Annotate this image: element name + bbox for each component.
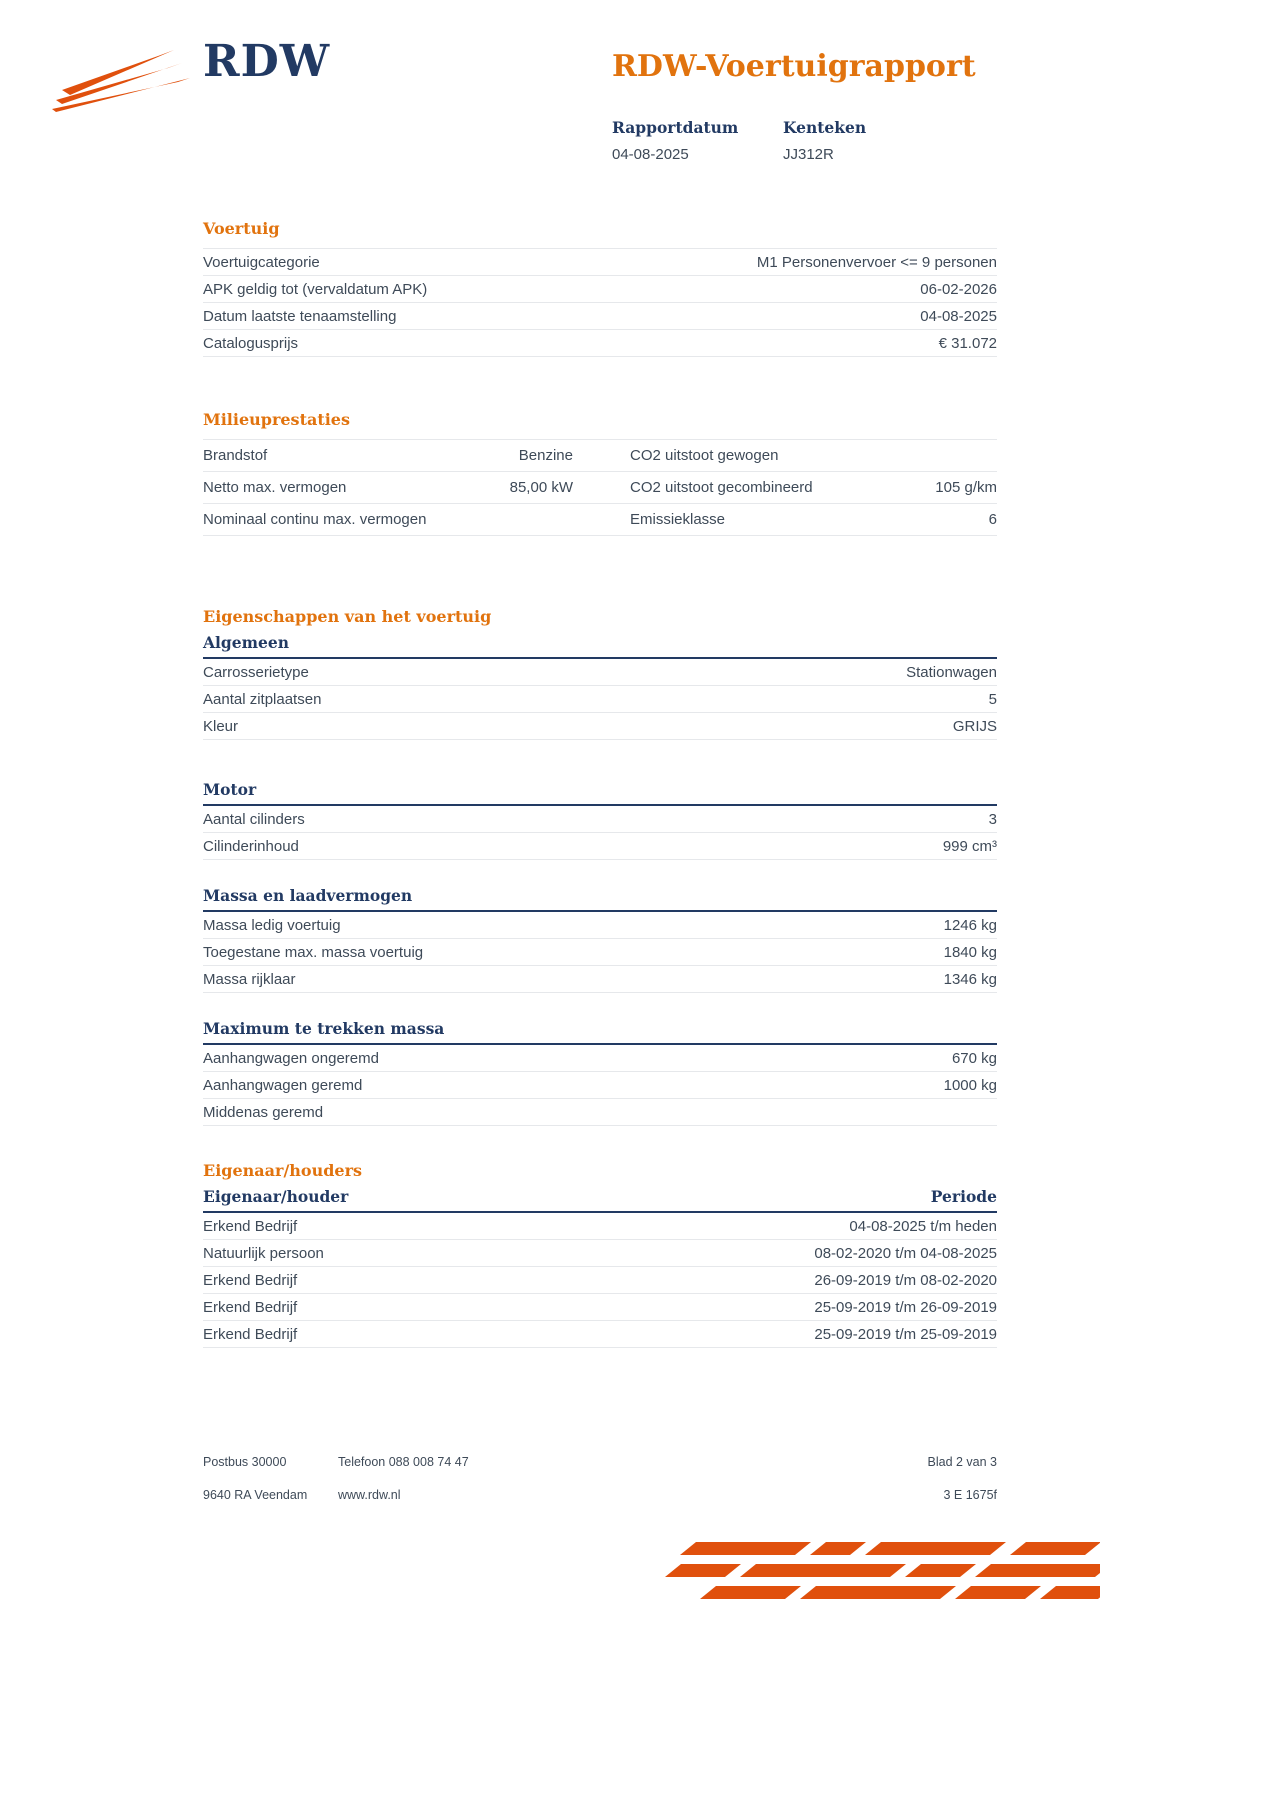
page-footer (203, 1455, 997, 1502)
footer-postbus: Postbus 30000 (203, 1455, 287, 1469)
row-label: Middenas geremd (203, 1103, 324, 1121)
table-row (203, 276, 997, 303)
owner-name: Natuurlijk persoon (203, 1244, 324, 1262)
footer-phone: Telefoon 088 008 74 47 (338, 1455, 469, 1469)
owner-name: Erkend Bedrijf (203, 1217, 298, 1235)
row-label: Kleur (203, 717, 239, 735)
row-label: CO2 uitstoot gecombineerd (630, 479, 813, 496)
section-eigenschappen (203, 606, 997, 1126)
section-voertuig (203, 218, 997, 357)
row-value: 1000 kg (943, 1076, 997, 1094)
row-value: 6 (988, 511, 997, 528)
owner-period: 26-09-2019 t/m 08-02-2020 (814, 1271, 997, 1289)
owner-name: Erkend Bedrijf (203, 1271, 298, 1289)
row-value: GRIJS (952, 717, 997, 735)
rdw-logo-text: RDW (203, 36, 331, 87)
row-label: Cilinderinhoud (203, 837, 299, 855)
owner-name: Erkend Bedrijf (203, 1325, 298, 1343)
owner-name: Erkend Bedrijf (203, 1298, 298, 1316)
rdw-stripes-graphic (665, 1542, 1100, 1612)
subsection-massa (203, 886, 997, 993)
column-header-period: Periode (930, 1187, 997, 1206)
footer-form-code: 3 E 1675f (943, 1488, 997, 1502)
massa-table (203, 912, 997, 993)
table-row (203, 686, 997, 713)
algemeen-table (203, 659, 997, 740)
subsection-title: Motor (203, 780, 997, 806)
row-value: 999 cm³ (942, 837, 997, 855)
owner-period: 25-09-2019 t/m 25-09-2019 (814, 1325, 997, 1343)
subsection-algemeen (203, 633, 997, 740)
row-value: 06-02-2026 (920, 280, 997, 298)
owner-period: 25-09-2019 t/m 26-09-2019 (814, 1298, 997, 1316)
section-heading-voertuig: Voertuig (203, 219, 280, 238)
row-value: 1840 kg (943, 943, 997, 961)
section-eigenaren (203, 1160, 997, 1348)
table-row (203, 1321, 997, 1348)
table-row (203, 504, 997, 536)
table-row (203, 1240, 997, 1267)
row-label: Datum laatste tenaamstelling (203, 307, 397, 325)
row-label: Brandstof (203, 447, 268, 464)
voertuig-table (203, 248, 997, 357)
table-row (203, 713, 997, 740)
report-date-value: 04-08-2025 (612, 146, 689, 163)
subsection-title: Maximum te trekken massa (203, 1019, 997, 1045)
owner-period: 04-08-2025 t/m heden (849, 1217, 997, 1235)
row-value: 1246 kg (943, 916, 997, 934)
section-heading-eigenaren: Eigenaar/houders (203, 1161, 363, 1180)
row-label: Massa rijklaar (203, 970, 296, 988)
column-header-owner: Eigenaar/houder (203, 1187, 349, 1206)
table-row (203, 659, 997, 686)
table-row (203, 1099, 997, 1126)
table-row (203, 303, 997, 330)
row-value: 04-08-2025 (920, 307, 997, 325)
row-label: Voertuigcategorie (203, 253, 320, 271)
row-value: Benzine (518, 447, 573, 464)
row-label: Carrosserietype (203, 663, 309, 681)
section-heading-milieuprestaties: Milieuprestaties (203, 410, 350, 429)
report-meta (612, 118, 866, 163)
subsection-title: Algemeen (203, 633, 997, 659)
row-label: Emissieklasse (630, 511, 726, 528)
row-label: Aanhangwagen ongeremd (203, 1049, 379, 1067)
footer-website: www.rdw.nl (338, 1488, 401, 1502)
owner-period: 08-02-2020 t/m 04-08-2025 (814, 1244, 997, 1262)
row-value: M1 Personenvervoer <= 9 personen (756, 253, 997, 271)
row-label: APK geldig tot (vervaldatum APK) (203, 280, 428, 298)
rdw-logo-icon (50, 48, 192, 112)
table-row (203, 912, 997, 939)
milieu-table (203, 439, 997, 536)
table-row (203, 440, 997, 472)
motor-table (203, 806, 997, 860)
table-row (203, 330, 997, 357)
row-label: Massa ledig voertuig (203, 916, 341, 934)
row-label: Catalogusprijs (203, 334, 299, 352)
report-date-label: Rapportdatum (612, 118, 739, 137)
footer-city: 9640 RA Veendam (203, 1488, 308, 1502)
row-value: 670 kg (951, 1049, 997, 1067)
license-plate-label: Kenteken (783, 118, 867, 137)
table-row (203, 939, 997, 966)
row-value: € 31.072 (938, 334, 997, 352)
document-title: RDW-Voertuigrapport (612, 49, 976, 84)
table-row (203, 249, 997, 276)
table-row (203, 833, 997, 860)
table-row (203, 1294, 997, 1321)
row-label: Aanhangwagen geremd (203, 1076, 363, 1094)
table-row (203, 806, 997, 833)
row-label: CO2 uitstoot gewogen (630, 447, 779, 464)
table-row (203, 1045, 997, 1072)
owners-table-header (203, 1187, 997, 1213)
table-row (203, 1267, 997, 1294)
row-value: 1346 kg (943, 970, 997, 988)
table-row (203, 1072, 997, 1099)
row-value: 5 (988, 690, 997, 708)
table-row (203, 472, 997, 504)
row-label: Netto max. vermogen (203, 479, 347, 496)
row-label: Toegestane max. massa voertuig (203, 943, 424, 961)
subsection-maximum-trekken (203, 1019, 997, 1126)
subsection-motor (203, 780, 997, 860)
report-content (203, 218, 997, 1348)
table-row (203, 1213, 997, 1240)
footer-page-number: Blad 2 van 3 (927, 1455, 997, 1469)
row-value: 85,00 kW (509, 479, 573, 496)
row-value: 3 (988, 810, 997, 828)
row-label: Aantal cilinders (203, 810, 305, 828)
table-row (203, 966, 997, 993)
row-value: 105 g/km (935, 479, 997, 496)
row-label: Nominaal continu max. vermogen (203, 511, 427, 528)
row-label: Aantal zitplaatsen (203, 690, 322, 708)
row-value: Stationwagen (906, 663, 997, 681)
license-plate-value: JJ312R (783, 146, 834, 163)
subsection-title: Massa en laadvermogen (203, 886, 997, 912)
section-milieuprestaties (203, 409, 997, 536)
owners-table (203, 1213, 997, 1348)
section-heading-eigenschappen: Eigenschappen van het voertuig (203, 607, 492, 626)
trekken-table (203, 1045, 997, 1126)
